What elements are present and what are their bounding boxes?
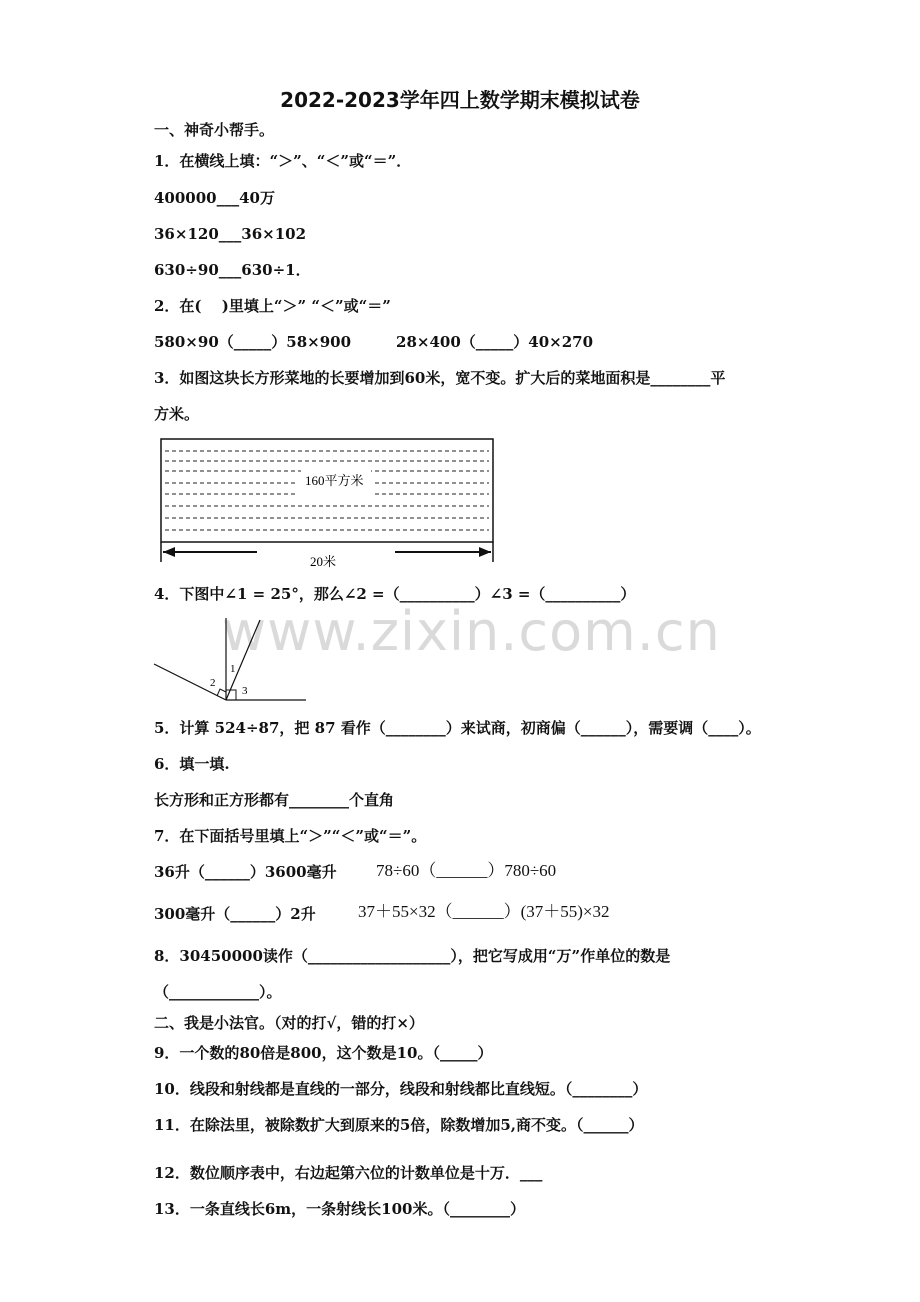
- q4-figure: [150, 612, 310, 707]
- q8-stem-line1: 8．30450000读作（___________________），把它写成用“万”作单位的数是: [154, 947, 671, 965]
- q4-stem: 4．下图中∠1 = 25°，那么∠2 =（__________）∠3 =（__________）: [154, 585, 636, 603]
- q12: 12．数位顺序表中，右边起第六位的计数单位是十万．___: [154, 1164, 543, 1182]
- q1-a: 400000___40万: [154, 189, 275, 207]
- q1-b: 36×120___36×102: [154, 225, 307, 243]
- q7-row2-left: 300毫升（______）2升: [154, 905, 316, 923]
- q7-row1-left: 36升（______）3600毫升: [154, 863, 337, 881]
- q8-stem-line2: （____________）。: [154, 983, 282, 1001]
- section-1-heading: 一、神奇小帮手。: [154, 121, 275, 139]
- angle-1-label: 1: [230, 663, 236, 675]
- q3-stem-line1: 3．如图这块长方形菜地的长要增加到60米，宽不变。扩大后的菜地面积是________平: [154, 369, 726, 387]
- watermark: www.zixin.com.cn: [222, 600, 721, 663]
- q1-c: 630÷90___630÷1．: [154, 261, 311, 279]
- section-2-heading: 二、我是小法官。（对的打√，错的打×）: [154, 1014, 424, 1032]
- q10: 10．线段和射线都是直线的一部分，线段和射线都比直线短。（________）: [154, 1080, 648, 1098]
- q11: 11．在除法里，被除数扩大到原来的5倍，除数增加5,商不变。（______）: [154, 1116, 644, 1134]
- q7-stem: 7．在下面括号里填上“＞”“＜”或“＝”。: [154, 827, 427, 845]
- angle-3-label: 3: [242, 685, 248, 697]
- q7-row1-right: 78÷60（______）780÷60: [376, 861, 557, 880]
- q9: 9．一个数的80倍是800，这个数是10。（_____）: [154, 1044, 493, 1062]
- angle-2-label: 2: [210, 677, 216, 689]
- q6-stem: 6．填一填.: [154, 755, 230, 773]
- q13: 13．一条直线长6m，一条射线长100米。（________）: [154, 1200, 525, 1218]
- q7-row2-right: 37＋55×32（______）(37＋55)×32: [358, 902, 610, 921]
- q6-text: 长方形和正方形都有________个直角: [154, 791, 395, 809]
- q2-stem: 2．在( )里填上“＞” “＜”或“＝”: [154, 297, 391, 315]
- q5: 5．计算 524÷87，把 87 看作（________）来试商，初商偏（______），需要调（____）。: [154, 719, 761, 737]
- page-title: 2022-2023学年四上数学期末模拟试卷: [280, 88, 640, 112]
- q3-area-label: 160平方米: [305, 473, 364, 488]
- q2-row: 580×90（_____）58×900 28×400（_____）40×270: [154, 333, 594, 351]
- q3-figure: [155, 434, 500, 574]
- q3-length-label: 20米: [310, 554, 337, 569]
- q3-stem-line2: 方米。: [154, 405, 200, 423]
- q1-stem: 1．在横线上填：“＞”、“＜”或“＝”．: [154, 152, 412, 170]
